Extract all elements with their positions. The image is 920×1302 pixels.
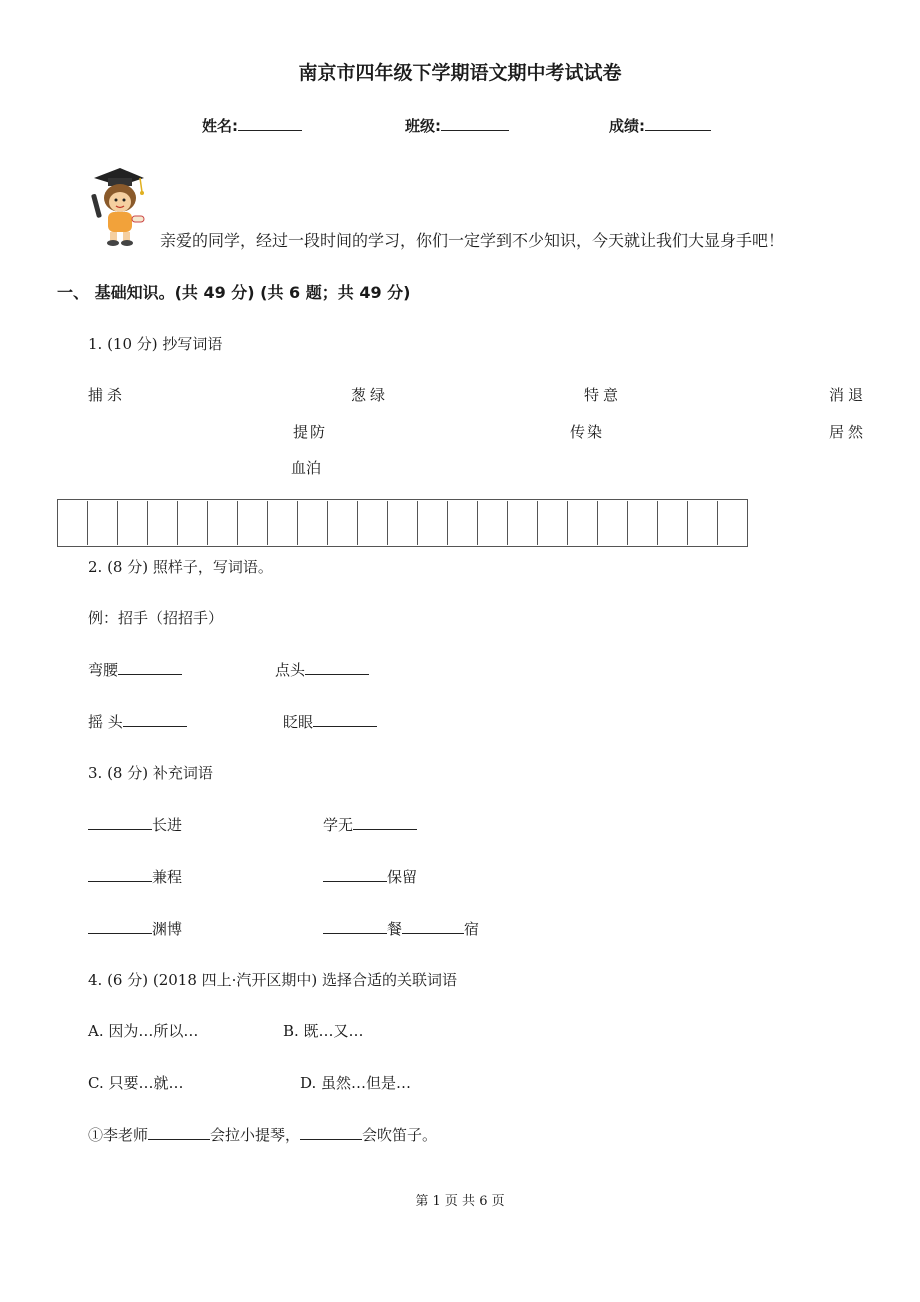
grid-cell[interactable] — [689, 501, 718, 545]
answer-blank[interactable] — [88, 867, 152, 882]
writing-grid[interactable] — [57, 499, 748, 547]
grid-cell[interactable] — [359, 501, 388, 545]
question-4-sentence — [88, 1124, 437, 1145]
option-b[interactable]: B. 既…又… — [283, 1022, 364, 1040]
graduate-mascot-icon — [86, 164, 150, 246]
answer-blank[interactable] — [123, 712, 187, 727]
answer-blank[interactable] — [402, 919, 464, 934]
question-1-stem: 1. (10 分) 抄写词语 — [88, 335, 223, 353]
sentence-part: 会吹笛子。 — [362, 1126, 438, 1144]
answer-blank[interactable] — [323, 919, 387, 934]
class-label: 班级: — [405, 117, 441, 135]
grid-cell[interactable] — [269, 501, 298, 545]
grid-cell[interactable] — [389, 501, 418, 545]
sentence-part: 会拉小提琴， — [210, 1126, 301, 1144]
grid-cell[interactable] — [509, 501, 538, 545]
fill-item — [323, 866, 417, 887]
word-item: 传染 — [570, 423, 605, 441]
question-2-stem: 2. (8 分) 照样子，写词语。 — [88, 558, 273, 576]
fill-item-label: 摇 头 — [88, 713, 123, 731]
answer-blank[interactable] — [88, 815, 152, 830]
answer-blank[interactable] — [313, 712, 377, 727]
word-item: 葱绿 — [351, 386, 390, 404]
grid-cell[interactable] — [539, 501, 568, 545]
word-item: 提防 — [293, 423, 328, 441]
grid-cell[interactable] — [299, 501, 328, 545]
fill-item — [88, 918, 182, 939]
grid-cell[interactable] — [569, 501, 598, 545]
grid-cell[interactable] — [479, 501, 508, 545]
answer-blank[interactable] — [118, 660, 182, 675]
word-item: 消退 — [829, 386, 868, 404]
section-heading: 一、 基础知识。(共 49 分) (共 6 题；共 49 分) — [57, 283, 411, 302]
question-2-example: 例：招手（招招手） — [88, 609, 224, 627]
word-item: 血泊 — [291, 459, 322, 477]
fill-item — [323, 814, 417, 835]
fill-item — [275, 659, 369, 680]
grid-cell[interactable] — [449, 501, 478, 545]
question-4-stem: 4. (6 分) (2018 四上·汽开区期中) 选择合适的关联词语 — [88, 971, 458, 989]
fill-item-label: 点头 — [275, 661, 306, 679]
word-item: 特意 — [584, 386, 623, 404]
grid-cell[interactable] — [89, 501, 118, 545]
grid-cell[interactable] — [659, 501, 688, 545]
grid-cell[interactable] — [629, 501, 658, 545]
fill-item-label: 保留 — [387, 868, 418, 886]
class-blank[interactable] — [441, 116, 509, 131]
word-item: 捕杀 — [88, 386, 127, 404]
fill-item-label: 餐 — [387, 920, 403, 938]
sentence-part: ①李老师 — [88, 1126, 149, 1144]
fill-item — [283, 711, 377, 732]
fill-item-label: 长进 — [152, 816, 183, 834]
fill-item — [88, 866, 182, 887]
answer-blank[interactable] — [323, 867, 387, 882]
grid-cell[interactable] — [419, 501, 448, 545]
fill-item — [88, 659, 182, 680]
word-item: 居然 — [829, 423, 868, 441]
answer-blank[interactable] — [305, 660, 369, 675]
grid-cell[interactable] — [119, 501, 148, 545]
grid-cell[interactable] — [209, 501, 238, 545]
fill-item — [323, 918, 479, 939]
answer-blank[interactable] — [148, 1125, 210, 1140]
name-field[interactable] — [202, 115, 302, 136]
grid-cell[interactable] — [599, 501, 628, 545]
grid-cell[interactable] — [239, 501, 268, 545]
fill-item-label: 眨眼 — [283, 713, 314, 731]
fill-item-label: 弯腰 — [88, 661, 119, 679]
fill-item-label: 宿 — [464, 920, 480, 938]
page-footer: 第 1 页 共 6 页 — [415, 1194, 505, 1209]
fill-item-label: 兼程 — [152, 868, 183, 886]
grid-cell[interactable] — [719, 501, 747, 545]
answer-blank[interactable] — [300, 1125, 362, 1140]
fill-item — [88, 814, 182, 835]
greeting-text: 亲爱的同学，经过一段时间的学习，你们一定学到不少知识，今天就让我们大显身手吧！ — [160, 231, 785, 250]
fill-item — [88, 711, 187, 732]
grid-cell[interactable] — [149, 501, 178, 545]
page-title: 南京市四年级下学期语文期中考试试卷 — [298, 62, 622, 84]
fill-item-label: 学无 — [323, 816, 354, 834]
fill-item-label: 渊博 — [152, 920, 183, 938]
answer-blank[interactable] — [88, 919, 152, 934]
grid-cell[interactable] — [329, 501, 358, 545]
score-label: 成绩: — [609, 117, 645, 135]
name-label: 姓名: — [202, 117, 238, 135]
score-blank[interactable] — [645, 116, 711, 131]
score-field[interactable] — [609, 115, 711, 136]
grid-cell[interactable] — [179, 501, 208, 545]
question-3-stem: 3. (8 分) 补充词语 — [88, 764, 213, 782]
class-field[interactable] — [405, 115, 509, 136]
grid-cell[interactable] — [59, 501, 88, 545]
option-c[interactable]: C. 只要…就… — [88, 1074, 184, 1092]
option-a[interactable]: A. 因为…所以… — [88, 1022, 199, 1040]
answer-blank[interactable] — [353, 815, 417, 830]
option-d[interactable]: D. 虽然…但是… — [300, 1074, 412, 1092]
name-blank[interactable] — [238, 116, 302, 131]
